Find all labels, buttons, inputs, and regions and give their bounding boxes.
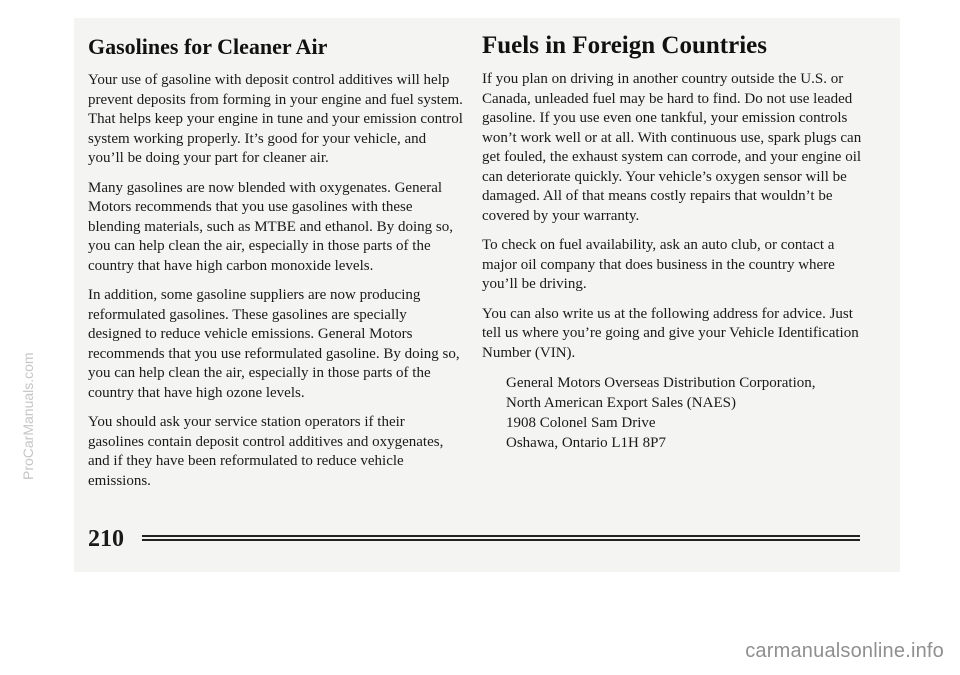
paragraph: Your use of gasoline with deposit control additives will help prevent deposits from forming in your engine and fuel system. That helps keep your engine in tune and your emission control system working properly. It’s good for your vehicle, and you’ll be doing your part for cleaner air.: [88, 72, 463, 166]
page-number: 210: [88, 526, 124, 552]
paragraph: You should ask your service station operators if their gasolines contain deposit control additives and oxygenates, and if they have been reformulated to reduce vehicle emissions.: [88, 414, 444, 489]
mailing-address: [506, 373, 872, 453]
section-heading-foreign-fuels: Fuels in Foreign Countries: [482, 32, 767, 59]
address-line: Oshawa, Ontario L1H 8P7: [506, 435, 666, 451]
right-column: [482, 30, 872, 453]
section-heading-gasolines: Gasolines for Cleaner Air: [88, 34, 328, 59]
paragraph: In addition, some gasoline suppliers are now producing reformulated gasolines. These gasolines are specially designed to reduce vehicle emissions. General Motors recommends that you use reformulated gasoline. By doing so, you can help clean the air, especially in those parts of the country that have high ozone levels.: [88, 287, 460, 401]
paragraph: To check on fuel availability, ask an auto club, or contact a major oil company that does business in the country where you’ll be driving.: [482, 237, 835, 292]
watermark-text: ProCarManuals.com: [20, 352, 36, 480]
site-watermark: carmanualsonline.info: [745, 640, 944, 662]
address-line: North American Export Sales (NAES): [506, 395, 736, 411]
paragraph: If you plan on driving in another country outside the U.S. or Canada, unleaded fuel may be hard to find. Do not use leaded gasoline. If you use even one tankful, your emission controls won’t work well or at all. With continuous use, spark plugs can get fouled, the exhaust system can corrode, and your engine oil can deteriorate quickly. Your vehicle’s oxygen sensor will be damaged. All of that means costly repairs that wouldn’t be covered by your warranty.: [482, 71, 862, 224]
address-line: General Motors Overseas Distribution Corporation,: [506, 375, 816, 391]
paragraph: You can also write us at the following address for advice. Just tell us where you’re going and give your Vehicle Identification Number (VIN).: [482, 305, 859, 361]
address-line: 1908 Colonel Sam Drive: [506, 415, 656, 431]
paragraph: Many gasolines are now blended with oxygenates. General Motors recommends that you use gasolines with these blending materials, such as MTBE and ethanol. By doing so, you can help clean the air, especially in those parts of the country that have high carbon monoxide levels.: [88, 179, 453, 274]
side-watermark: [4, 180, 36, 480]
manual-page: [74, 18, 900, 572]
left-column: [88, 30, 463, 501]
footer-rule: [142, 535, 860, 541]
page-footer: [88, 524, 878, 554]
